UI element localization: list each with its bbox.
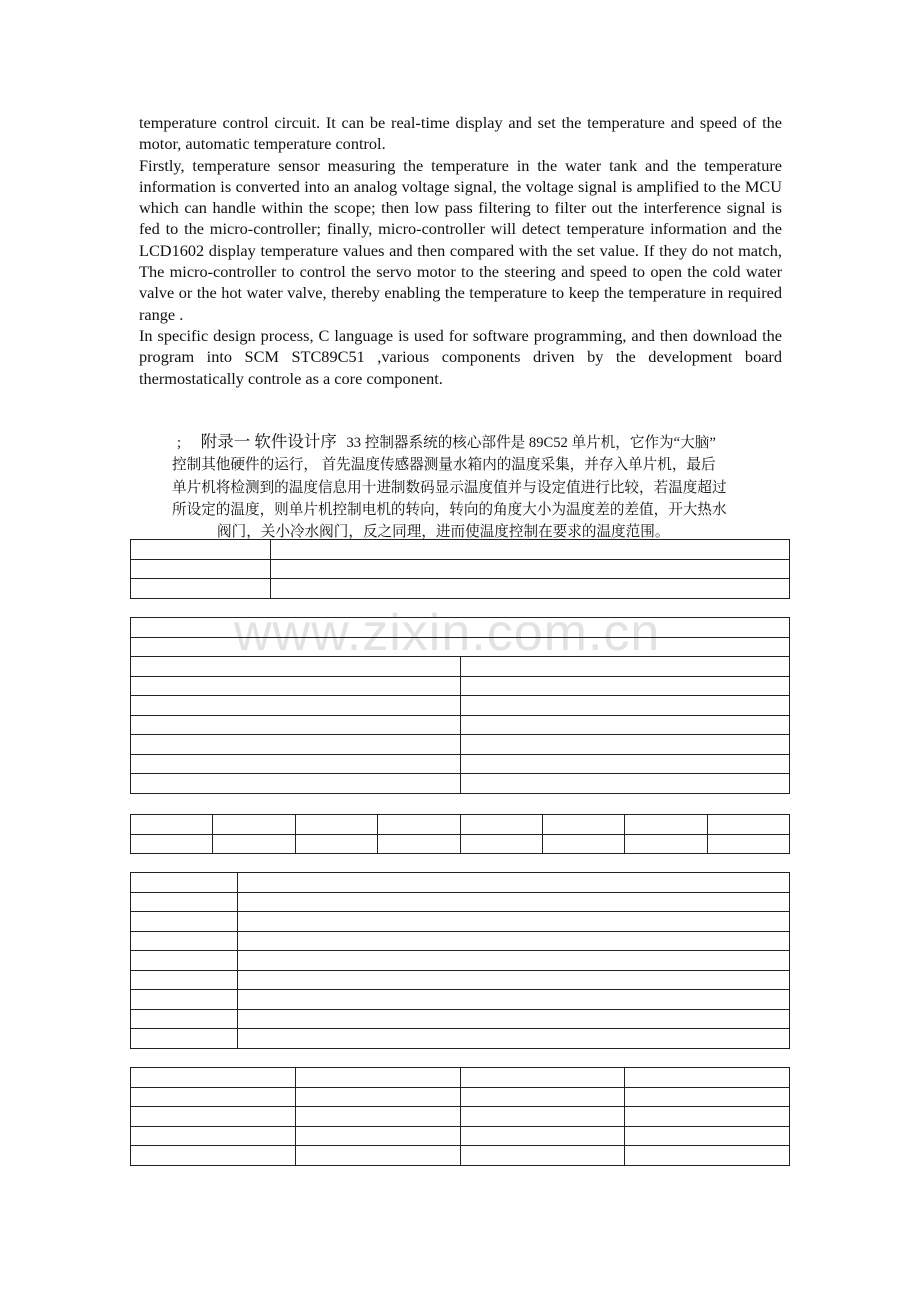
table-cell bbox=[131, 1068, 296, 1088]
empty-table-4 bbox=[130, 872, 790, 1049]
table-cell bbox=[131, 559, 271, 579]
table-row bbox=[131, 540, 790, 560]
table-cell bbox=[238, 1029, 790, 1049]
appendix-heading: 附录一 软件设计序 bbox=[200, 432, 337, 451]
table-cell bbox=[461, 696, 790, 716]
table-cell bbox=[131, 951, 238, 971]
table-row bbox=[131, 696, 790, 716]
table-row bbox=[131, 1087, 790, 1107]
table-cell bbox=[131, 970, 238, 990]
table-cell bbox=[131, 1146, 296, 1166]
table-cell bbox=[131, 754, 461, 774]
table-cell bbox=[460, 1087, 625, 1107]
table-cell bbox=[271, 579, 790, 599]
table-cell bbox=[131, 735, 461, 755]
table-cell bbox=[295, 1126, 460, 1146]
table-row bbox=[131, 657, 790, 677]
abstract-paragraph-3: In specific design process, C language is used for software programming, and then download the program into SCM STC89C51 ,various components driven by the development board thermostatically controle as a core component. bbox=[139, 325, 782, 388]
table-cell bbox=[238, 1009, 790, 1029]
table-row bbox=[131, 1107, 790, 1127]
table-cell bbox=[460, 1146, 625, 1166]
table-cell bbox=[238, 912, 790, 932]
table-cell bbox=[707, 815, 789, 835]
table-cell bbox=[707, 834, 789, 854]
table-cell bbox=[295, 834, 377, 854]
abstract-paragraph-1: temperature control circuit. It can be real-time display and set the temperature and speed of the motor, automatic temperature control. bbox=[139, 113, 782, 154]
table-cell bbox=[625, 1146, 790, 1166]
table-cell bbox=[131, 637, 790, 657]
table-cell bbox=[131, 774, 461, 794]
table-row bbox=[131, 1029, 790, 1049]
table-cell bbox=[460, 1068, 625, 1088]
appendix-line-4: 所设定的温度，则单片机控制电机的转向，转向的角度大小为温度差的差值，开大热水 bbox=[172, 502, 727, 518]
table-cell bbox=[131, 912, 238, 932]
table-cell bbox=[295, 815, 377, 835]
table-cell bbox=[131, 990, 238, 1010]
abstract-paragraph-2: Firstly, temperature sensor measuring the temperature in the water tank and the temperature information is converted into an analog voltage signal, the voltage signal is amplified to the MCU which can handle within the scope; then low pass filtering to filter out the interference signal is fed to the micro-controller; finally, micro-controller will detect temperature information and the LCD1602 display temperature values and then compared with the set value. If they do not match, The micro-controller to control the servo motor to the steering and speed to open the cold water valve or the hot water valve, thereby enabling the temperature to keep the temperature in required range . bbox=[139, 155, 782, 324]
table-cell bbox=[131, 540, 271, 560]
empty-table-1 bbox=[130, 539, 790, 599]
table-cell bbox=[131, 657, 461, 677]
appendix-line-3: 单片机将检测到的温度信息用十进制数码显示温度值并与设定值进行比较，若温度超过 bbox=[172, 480, 727, 496]
table-cell bbox=[131, 1107, 296, 1127]
table-cell bbox=[131, 892, 238, 912]
english-abstract bbox=[139, 112, 782, 389]
table-cell bbox=[542, 815, 624, 835]
table-row bbox=[131, 815, 790, 835]
table-cell bbox=[238, 951, 790, 971]
appendix-line-5: 阀门，关小冷水阀门，反之同理，进而使温度控制在要求的温度范围。 bbox=[217, 524, 670, 540]
table-row bbox=[131, 990, 790, 1010]
table-cell bbox=[271, 540, 790, 560]
table-cell bbox=[238, 990, 790, 1010]
table-cell bbox=[625, 815, 707, 835]
table-cell bbox=[625, 1126, 790, 1146]
appendix-prefix: ; bbox=[177, 435, 182, 451]
table-row bbox=[131, 715, 790, 735]
table-row bbox=[131, 892, 790, 912]
table-row bbox=[131, 559, 790, 579]
table-row bbox=[131, 970, 790, 990]
table-cell bbox=[131, 1126, 296, 1146]
table-row bbox=[131, 579, 790, 599]
table-cell bbox=[131, 1087, 296, 1107]
table-cell bbox=[295, 1146, 460, 1166]
table-row bbox=[131, 618, 790, 638]
table-cell bbox=[460, 1126, 625, 1146]
table-row bbox=[131, 774, 790, 794]
table-cell bbox=[213, 815, 295, 835]
table-cell bbox=[131, 579, 271, 599]
table-cell bbox=[625, 1087, 790, 1107]
appendix-line-2: 控制其他硬件的运行， 首先温度传感器测量水箱内的温度采集，并存入单片机，最后 bbox=[172, 457, 716, 473]
table-cell bbox=[131, 715, 461, 735]
watermark: www.zixin.com.cn bbox=[234, 604, 661, 662]
table-cell bbox=[271, 559, 790, 579]
table-cell bbox=[295, 1107, 460, 1127]
table-cell bbox=[238, 892, 790, 912]
table-cell bbox=[542, 834, 624, 854]
table-cell bbox=[131, 873, 238, 893]
table-cell bbox=[461, 676, 790, 696]
table-row bbox=[131, 1126, 790, 1146]
table-cell bbox=[131, 618, 790, 638]
table-cell bbox=[131, 1029, 238, 1049]
table-cell bbox=[461, 754, 790, 774]
table-cell bbox=[131, 931, 238, 951]
table-cell bbox=[238, 873, 790, 893]
empty-table-3 bbox=[130, 814, 790, 854]
table-cell bbox=[460, 834, 542, 854]
table-cell bbox=[295, 1087, 460, 1107]
table-row bbox=[131, 754, 790, 774]
table-cell bbox=[625, 1068, 790, 1088]
table-row bbox=[131, 834, 790, 854]
table-cell bbox=[461, 657, 790, 677]
table-row bbox=[131, 912, 790, 932]
table-row bbox=[131, 931, 790, 951]
table-cell bbox=[461, 715, 790, 735]
table-cell bbox=[460, 1107, 625, 1127]
table-cell bbox=[131, 815, 213, 835]
empty-table-5 bbox=[130, 1067, 790, 1166]
table-cell bbox=[378, 834, 460, 854]
table-row bbox=[131, 1146, 790, 1166]
table-cell bbox=[131, 1009, 238, 1029]
table-cell bbox=[131, 834, 213, 854]
appendix-line-1: 33 控制器系统的核心部件是 89C52 单片机，它作为“大脑” bbox=[346, 435, 716, 451]
table-cell bbox=[213, 834, 295, 854]
table-cell bbox=[131, 676, 461, 696]
table-cell bbox=[238, 931, 790, 951]
table-row bbox=[131, 1009, 790, 1029]
table-cell bbox=[131, 696, 461, 716]
table-cell bbox=[625, 834, 707, 854]
table-cell bbox=[295, 1068, 460, 1088]
table-cell bbox=[461, 735, 790, 755]
table-row bbox=[131, 735, 790, 755]
table-row bbox=[131, 873, 790, 893]
empty-table-2 bbox=[130, 617, 790, 794]
table-cell bbox=[378, 815, 460, 835]
table-cell bbox=[460, 815, 542, 835]
table-row bbox=[131, 637, 790, 657]
table-row bbox=[131, 1068, 790, 1088]
table-cell bbox=[461, 774, 790, 794]
table-row bbox=[131, 676, 790, 696]
table-cell bbox=[625, 1107, 790, 1127]
table-row bbox=[131, 951, 790, 971]
table-cell bbox=[238, 970, 790, 990]
